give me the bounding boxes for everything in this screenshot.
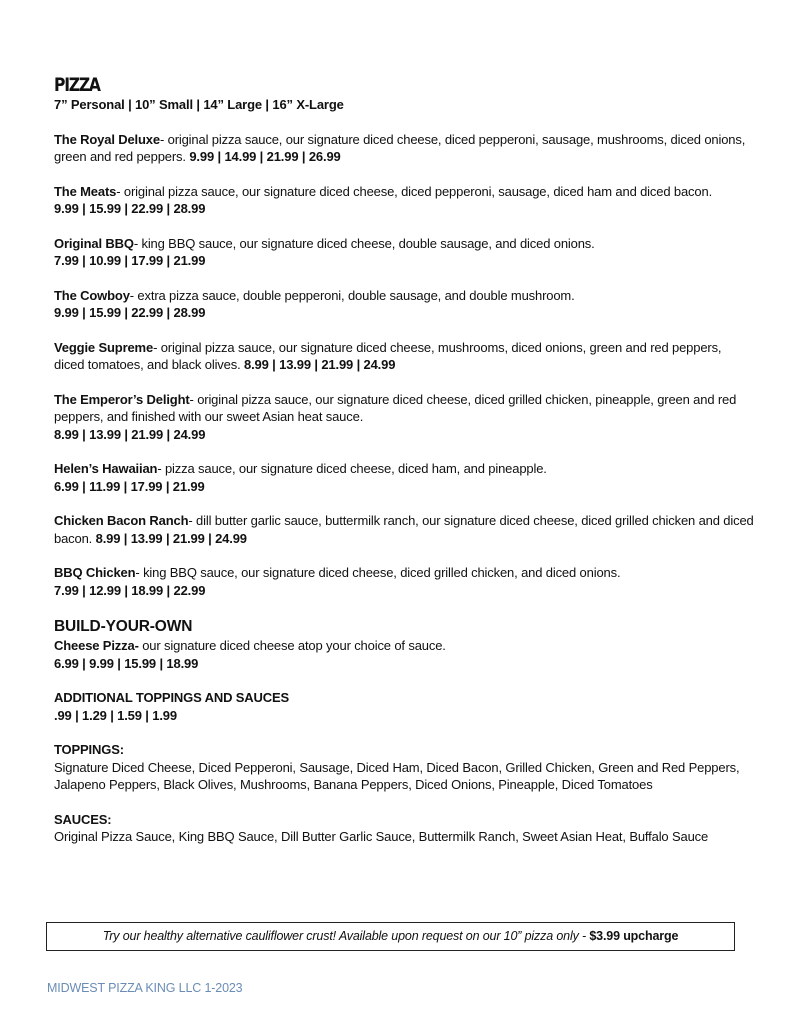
additional-toppings xyxy=(54,689,754,724)
item-desc: - king BBQ sauce, our signature diced cheese, double sausage, and diced onions. xyxy=(133,235,595,251)
item-name: The Meats xyxy=(54,183,117,199)
item-desc: - original pizza sauce, our signature diced cheese, diced pepperoni, sausage, diced ham and diced bacon. xyxy=(116,183,713,199)
item-prices: 6.99 | 11.99 | 17.99 | 21.99 xyxy=(54,478,205,494)
item-prices: 6.99 | 9.99 | 15.99 | 18.99 xyxy=(54,655,199,671)
item-desc: - pizza sauce, our signature diced cheese, diced ham, and pineapple. xyxy=(157,461,547,476)
menu-item xyxy=(54,235,754,270)
menu-item xyxy=(54,512,754,547)
sauces-list xyxy=(54,811,754,846)
note-price: $3.99 upcharge xyxy=(589,929,679,943)
item-prices: 8.99 | 13.99 | 21.99 | 24.99 xyxy=(244,357,396,372)
menu-item xyxy=(54,131,754,166)
item-name: Helen’s Hawaiian xyxy=(54,461,158,476)
item-name: The Cowboy xyxy=(54,287,130,303)
toppings-text: Signature Diced Cheese, Diced Pepperoni, Sausage, Diced Ham, Diced Bacon, Grilled Chicken, Green and Red Peppers, Jalapeno Peppers, Black Olives, Mushrooms, Banana Peppers, Diced Onions, Pineapple, Diced Tomatoes xyxy=(54,759,740,792)
menu-item xyxy=(54,391,754,444)
cauliflower-crust-note xyxy=(46,922,735,951)
item-desc: our signature diced cheese atop your choice of sauce. xyxy=(138,638,446,653)
item-prices: 9.99 | 15.99 | 22.99 | 28.99 xyxy=(54,305,206,320)
menu-item xyxy=(54,287,754,322)
note-text: Try our healthy alternative cauliflower crust! Available upon request on our 10” pizza only - xyxy=(102,929,590,943)
item-prices: 8.99 | 13.99 | 21.99 | 24.99 xyxy=(95,530,247,546)
item-name: BBQ Chicken xyxy=(54,565,136,580)
item-name: Chicken Bacon Ranch xyxy=(54,513,189,528)
item-desc: - extra pizza sauce, double pepperoni, double sausage, and double mushroom. xyxy=(129,287,575,303)
pizza-sizes: 7” Personal | 10” Small | 14” Large | 16” X-Large xyxy=(54,97,344,112)
menu-item xyxy=(54,460,754,495)
menu-page xyxy=(54,74,754,863)
item-desc: - original pizza sauce, our signature diced cheese, diced pepperoni, sausage, mushrooms, diced onions, green and red peppers. xyxy=(54,131,746,164)
sauces-title: SAUCES: xyxy=(54,811,112,827)
item-prices: 9.99 | 14.99 | 21.99 | 26.99 xyxy=(189,149,341,164)
build-your-own-heading: BUILD-YOUR-OWN xyxy=(54,618,193,635)
item-prices: 7.99 | 12.99 | 18.99 | 22.99 xyxy=(54,582,206,598)
item-desc: - king BBQ sauce, our signature diced cheese, diced grilled chicken, and diced onions. xyxy=(135,565,621,580)
item-prices: 7.99 | 10.99 | 17.99 | 21.99 xyxy=(54,253,206,268)
toppings-list xyxy=(54,741,754,794)
item-name: Veggie Supreme xyxy=(54,339,154,355)
menu-item xyxy=(54,339,754,374)
item-prices: 8.99 | 13.99 | 21.99 | 24.99 xyxy=(54,426,206,442)
item-name: Cheese Pizza- xyxy=(54,638,139,653)
item-desc: - original pizza sauce, our signature diced cheese, diced grilled chicken, pineapple, green and red peppers, and finished with our sweet Asian heat sauce. xyxy=(54,391,737,424)
cheese-pizza-item xyxy=(54,637,754,672)
item-prices: 9.99 | 15.99 | 22.99 | 28.99 xyxy=(54,201,206,216)
additional-title: ADDITIONAL TOPPINGS AND SAUCES xyxy=(54,690,290,705)
sauces-text: Original Pizza Sauce, King BBQ Sauce, Dill Butter Garlic Sauce, Buttermilk Ranch, Sweet Asian Heat, Buffalo Sauce xyxy=(54,829,709,844)
menu-item xyxy=(54,564,754,599)
item-name: The Emperor’s Delight xyxy=(54,391,190,407)
menu-item xyxy=(54,183,754,218)
item-name: Original BBQ xyxy=(54,235,134,251)
item-desc: - dill butter garlic sauce, buttermilk ranch, our signature diced cheese, diced grilled chicken and diced bacon. xyxy=(54,513,754,546)
footer-text: MIDWEST PIZZA KING LLC 1-2023 xyxy=(47,981,243,995)
item-desc: - original pizza sauce, our signature diced cheese, mushrooms, diced onions, green and red peppers, diced tomatoes, and black olives. xyxy=(54,339,722,372)
toppings-title: TOPPINGS: xyxy=(54,742,124,757)
additional-prices: .99 | 1.29 | 1.59 | 1.99 xyxy=(54,707,177,723)
pizza-heading: PIZZA xyxy=(54,74,100,96)
item-name: The Royal Deluxe xyxy=(54,131,160,147)
